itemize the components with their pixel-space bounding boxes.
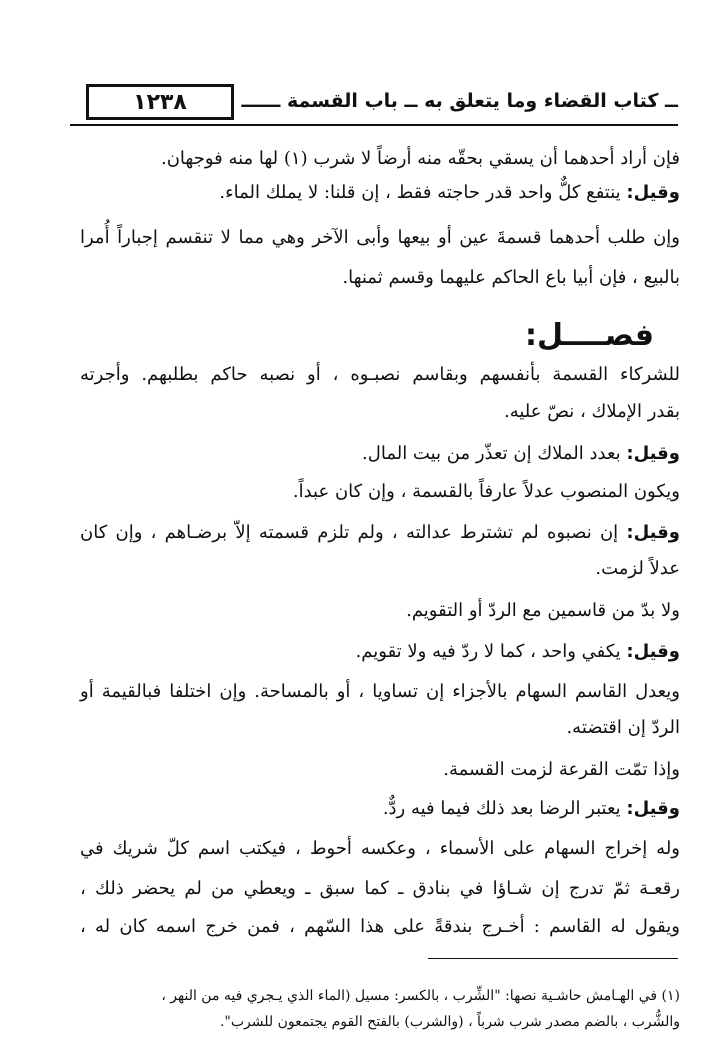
line-text: وإذا تمّت القرعة لزمت القسمة. [443, 759, 680, 780]
page-header [70, 80, 678, 130]
line-text: فإن أراد أحدهما أن يسقي بحقّه منه أرضاً لا شرب (١) لها منه فوجهان. [160, 148, 680, 169]
line-label: وقيل: [626, 798, 680, 819]
line-text: بالبيع ، فإن أبيا باع الحاكم عليهما وقسم ثمنها. [342, 267, 680, 288]
line-text: ويقول له القاسم : أخـرج بندقةً على هذا السّهم ، فمن خرج اسمه كان له ، [80, 916, 680, 937]
line-text: ولا بدّ من قاسمين مع الردّ أو التقويم. [406, 600, 680, 621]
text-line [80, 180, 680, 206]
text-line [80, 362, 680, 388]
text-line [80, 556, 680, 582]
line-text: عدلاً لزمت. [595, 558, 680, 579]
line-text: الردّ إن اقتضته. [566, 717, 680, 738]
text-line [80, 479, 680, 505]
line-text: رقعـة ثمّ تدرج إن شـاؤا في بنادق ـ كما سبق ـ ويعطي من لم يحضر ذلك ، [80, 878, 680, 899]
text-line [80, 399, 680, 425]
text-line [80, 441, 680, 467]
line-text: يعتبر الرضا بعد ذلك فيما فيه ردٌّ. [382, 798, 627, 819]
text-line [80, 876, 680, 902]
line-label: وقيل: [626, 443, 680, 464]
text-line [80, 146, 680, 172]
text-line [80, 225, 680, 251]
running-head: ــ كتاب القضاء وما يتعلق به ــ باب القسمة ــــــ [241, 90, 678, 112]
line-label: وقيل: [626, 522, 680, 543]
line-text: للشركاء القسمة بأنفسهم وبقاسم نصبـوه ، أو نصبه حاكم بطلبهم. وأجرته [80, 364, 680, 385]
text-line [80, 598, 680, 624]
text-line [80, 715, 680, 741]
text-line [80, 265, 680, 291]
header-rule [70, 124, 678, 126]
text-line [80, 679, 680, 705]
line-label: وقيل: [626, 182, 680, 203]
page-number: ١٢٣٨ [86, 84, 234, 120]
line-text: ينتفع كلٌّ واحد قدر حاجته فقط ، إن قلنا: لا يملك الماء. [219, 182, 627, 203]
section-heading: فصــــل: [525, 318, 654, 353]
text-line [80, 639, 680, 665]
line-text: بقدر الإملاك ، نصّ عليه. [503, 401, 680, 422]
line-label: وقيل: [626, 641, 680, 662]
line-text: يكفي واحد ، كما لا ردّ فيه ولا تقويم. [355, 641, 627, 662]
line-text: ويكون المنصوب عدلاً عارفاً بالقسمة ، وإن كان عبداً. [292, 481, 680, 502]
footnote-rule [428, 958, 678, 959]
text-line [80, 757, 680, 783]
line-text: ويعدل القاسم السهام بالأجزاء إن تساويا ، أو بالمساحة. وإن اختلفا فبالقيمة أو [80, 681, 680, 702]
footnote-line: والشُّرب ، بالضم مصدر شرب شرباً ، (والشرب) بالفتح القوم يجتمعون للشرب". [219, 1014, 680, 1030]
text-line [80, 796, 680, 822]
footnote-line: (١) في الهـامش حاشـية نصها: "الشِّرب ، بالكسر: مسيل (الماء الذي يـجري فيه من النهر ، [161, 988, 680, 1004]
line-text: إن نصبوه لم تشترط عدالته ، ولم تلزم قسمته إلاّ برضـاهم ، وإن كان [80, 522, 627, 543]
line-text: وله إخراج السهام على الأسماء ، وعكسه أحوط ، فيكتب اسم كلّ شريك في [80, 838, 680, 859]
text-line [80, 520, 680, 546]
line-text: بعدد الملاك إن تعذّر من بيت المال. [362, 443, 627, 464]
text-line [80, 914, 680, 940]
line-text: وإن طلب أحدهما قسمةَ عين أو بيعها وأبى الآخر وهي مما لا تنقسم إجباراً أُمرا [80, 227, 680, 248]
text-line [80, 836, 680, 862]
